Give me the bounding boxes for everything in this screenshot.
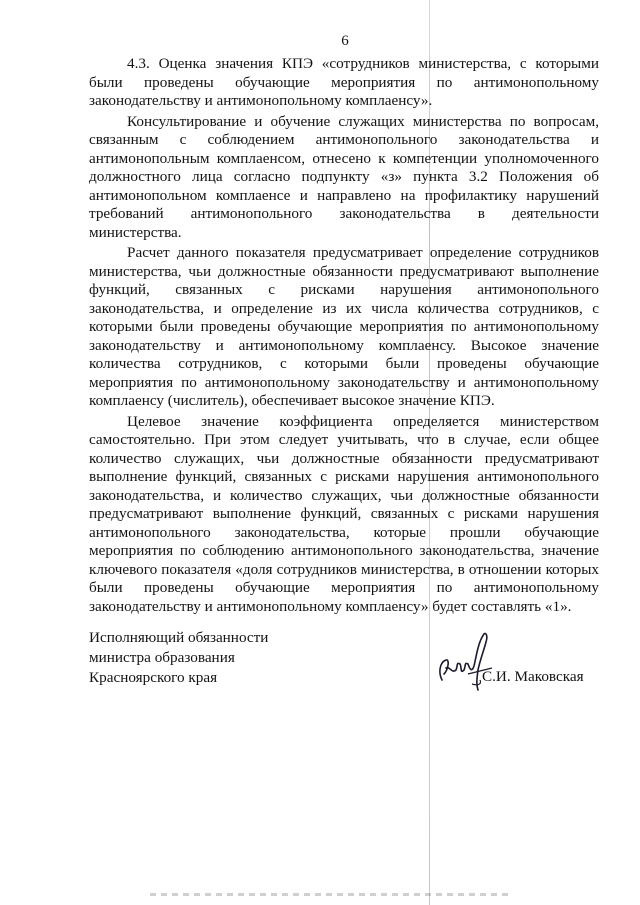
signatory-position-line: Исполняющий обязанности [89, 629, 269, 646]
scan-artifact [150, 893, 510, 896]
page-number: 6 [341, 33, 349, 49]
signatory-position-line: Красноярского края [89, 669, 218, 686]
document-body [89, 55, 599, 618]
signatory-position [89, 628, 268, 688]
paragraph-calculation: Расчет данного показателя предусматривает определение сотрудников министерства, чьи должностные обязанности предусматривают выполнение функций, связанных с рисками нарушения антимонопольного законодательства, и определение из их числа количества сотрудников, с которыми были проведены обучающие мероприятия по антимонопольному законодательству и антимонопольному комплаенсу. Высокое значение количества сотрудников, с которыми были проведены обучающие мероприятия по антимонопольному законодательству и антимонопольному комплаенсу (числитель), обеспечивает высокое значение КПЭ. [89, 244, 599, 409]
paragraph-consulting: Консультирование и обучение служащих министерства по вопросам, связанным с соблюдением антимонопольного законодательства и антимонопольным комплаенсом, отнесено к компетенции уполномоченного должностного лица согласно подпункту «з» пункта 3.2 Положения об антимонопольном комплаенсе и направлено на профилактику нарушений требований антимонопольного законодательства в деятельности министерства. [89, 112, 599, 241]
paragraph-target-value: Целевое значение коэффициента определяется министерством самостоятельно. При этом следует учитывать, что в случае, если общее количество служащих, чьи должностные обязанности предусматривают выполнение функций, связанных с рисками нарушения антимонопольного законодательства, и количество служащих, чьи должностные обязанности предусматривают выполнение функций, связанных с рисками нарушения антимонопольного законодательства, которые прошли обучающие мероприятия по соблюдению антимонопольного законодательства, значение ключевого показателя «доля сотрудников министерства, в отношении которых были проведены обучающие мероприятия по антимонопольному законодательству и антимонопольному комплаенсу» будет составлять «1». [89, 412, 599, 615]
signatory-position-line: министра образования [89, 649, 235, 666]
paragraph-kpi-heading: 4.3. Оценка значения КПЭ «сотрудников министерства, с которыми были проведены обучающие мероприятия по антимонопольному законодательству и антимонопольному комплаенсу». [89, 55, 599, 109]
signatory-name: С.И. Маковская [482, 668, 584, 685]
